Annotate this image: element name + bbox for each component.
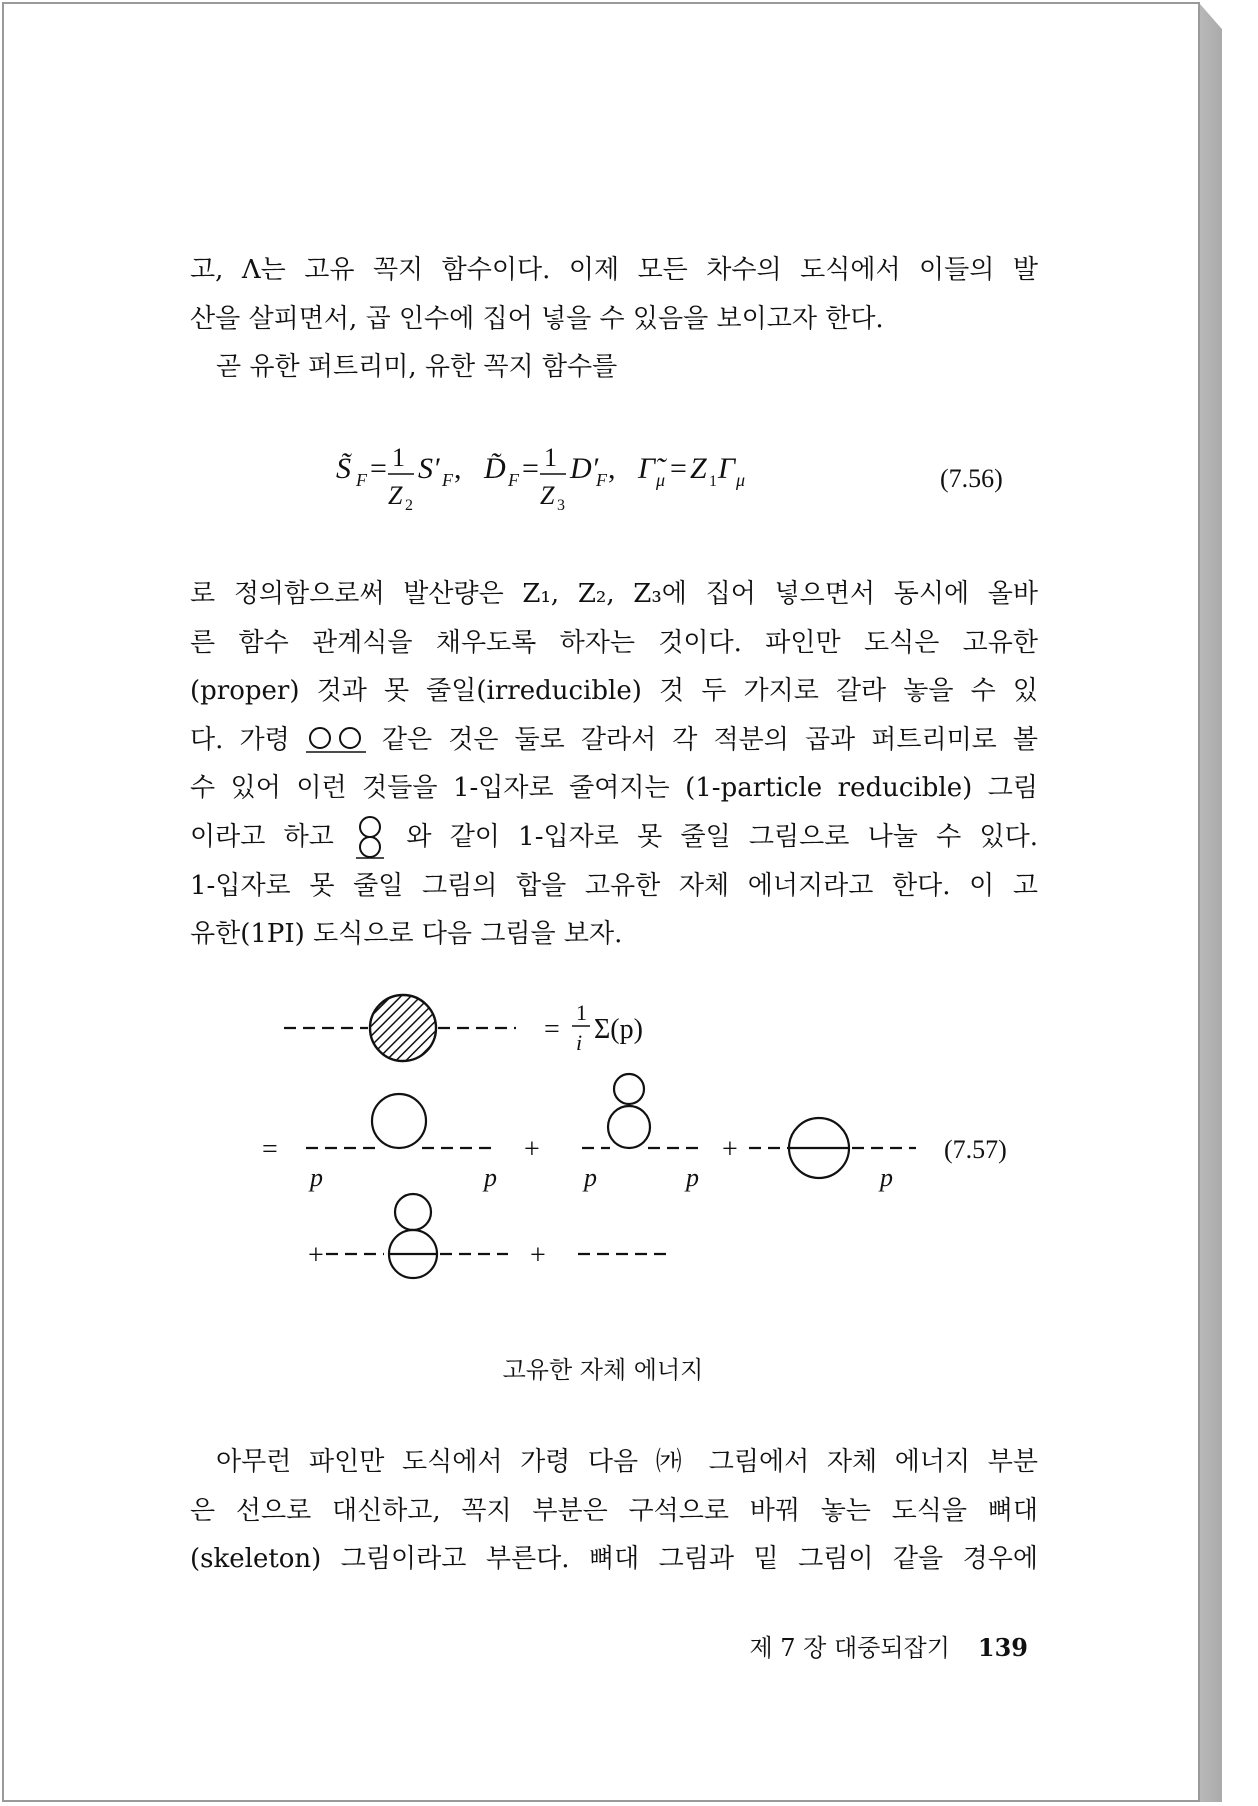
reducible-diagram-icon	[306, 724, 366, 758]
paragraph-3	[190, 1438, 1038, 1584]
eq-z: Z	[540, 481, 555, 510]
fig-plus: +	[524, 1134, 540, 1165]
page-footer	[749, 1628, 1028, 1663]
figure-7-57	[254, 964, 1034, 1294]
eq-equals: =	[670, 452, 687, 485]
momentum-label: p	[584, 1163, 597, 1192]
book-page	[2, 2, 1200, 1802]
text-line: (proper) 것과 못 줄일(irreducible) 것 두 가지로 갈라 놓을 수 있	[190, 676, 1038, 706]
text-line: 1-입자로 못 줄일 그림의 합을 고유한 자체 에너지라고 한다. 이 고	[190, 870, 1038, 901]
eq-sub-f: F	[508, 470, 519, 490]
text-line: 유한(1PI) 도식으로 다음 그림을 보자.	[190, 919, 623, 949]
eq-sub: 1	[709, 473, 717, 490]
text-line: 은 선으로 대신하고, 꼭지 부분은 구석으로 바꿔 놓는 도식을 뼈대	[190, 1495, 1038, 1526]
eq-d-tilde: D̃	[484, 452, 506, 485]
self-energy-blob	[370, 995, 436, 1061]
momentum-label: p	[686, 1163, 699, 1192]
text-line	[190, 716, 1038, 765]
eq-sub-f: F	[356, 470, 367, 490]
figure-caption: 고유한 자체 에너지	[502, 1356, 704, 1384]
eq-sub-mu: μ	[736, 470, 746, 490]
irreducible-diagram-icon	[352, 814, 388, 862]
eq-z: Z	[690, 452, 707, 485]
eq-sub: 2	[405, 497, 413, 514]
fig-sigma: Σ(p)	[594, 1014, 643, 1045]
eq-comma: ,	[608, 452, 616, 485]
fig-equals: =	[544, 1014, 560, 1045]
eq-s-tilde: S̃	[336, 452, 351, 485]
equation-number: (7.57)	[944, 1135, 1007, 1164]
page-edge-shadow	[1200, 4, 1240, 1802]
eq-sub-mu: μ	[656, 470, 666, 490]
fig-equals: =	[262, 1134, 278, 1165]
text-line	[190, 813, 1038, 862]
eq-gamma-tilde: Γ̃	[638, 452, 656, 485]
tadpole-loop	[372, 1094, 426, 1148]
text-line: 곧 유한 퍼트리미, 유한 꼭지 함수를	[216, 352, 618, 382]
momentum-label: p	[880, 1163, 893, 1192]
text-fragment: 같은 것은 둘로 갈라서 각 적분의 곱과 퍼트리미로 볼	[381, 724, 1039, 755]
chapter-title: 제 7 장 대중되잡기	[749, 1634, 950, 1662]
top-loop	[395, 1194, 431, 1230]
text-fragment: 와 같이 1-입자로 못 줄일 그림으로 나눌 수 있다.	[406, 821, 1038, 852]
page-number: 139	[977, 1633, 1028, 1662]
momentum-label: p	[310, 1163, 323, 1192]
text-line: 고, Λ는 고유 꼭지 함수이다. 이제 모든 차수의 도식에서 이들의 발	[190, 255, 1038, 285]
paragraph-2	[190, 570, 1038, 959]
text-line: (skeleton) 그림이라고 부른다. 뼈대 그림과 밑 그림이 같을 경우에	[190, 1544, 1038, 1574]
text-line: 아무런 파인만 도식에서 가령 다음 ㈎ 그림에서 자체 에너지 부분	[216, 1447, 1038, 1477]
eq-sub-f: F	[596, 470, 607, 490]
equation-number: (7.56)	[940, 464, 1003, 493]
eq-s-prime: S′	[418, 452, 440, 485]
eq-comma: ,	[454, 452, 462, 485]
eq-sub-f: F	[442, 470, 453, 490]
eq-equals: =	[522, 452, 539, 485]
paragraph-1	[190, 246, 1038, 392]
text-line: 수 있어 이런 것들을 1-입자로 줄여지는 (1-particle reducible) 그림	[190, 773, 1038, 803]
text-line: 산을 살피면서, 곱 인수에 집어 넣을 수 있음을 보이고자 한다.	[190, 303, 884, 334]
eq-one: 1	[544, 443, 557, 472]
eq-d-prime: D′	[570, 452, 599, 485]
text-fragment: 다. 가령	[190, 724, 290, 755]
fig-i: i	[576, 1030, 583, 1055]
momentum-label: p	[484, 1163, 497, 1192]
eq-equals: =	[370, 452, 387, 485]
eq-z: Z	[388, 481, 403, 510]
loop-upper	[614, 1074, 644, 1104]
eq-sub: 3	[557, 497, 565, 514]
fig-plus: +	[308, 1240, 324, 1271]
fig-plus: +	[722, 1134, 738, 1165]
fig-one: 1	[576, 1000, 587, 1025]
text-line: 른 함수 관계식을 채우도록 하자는 것이다. 파인만 도식은 고유한	[190, 627, 1038, 658]
text-fragment: 이라고 하고	[190, 821, 334, 852]
fig-plus: +	[530, 1240, 546, 1271]
text-line: 로 정의함으로써 발산량은 Z₁, Z₂, Z₃에 집어 넣으면서 동시에 올바	[190, 579, 1038, 609]
equation-7-56	[334, 434, 854, 514]
eq-gamma: Γ	[718, 452, 736, 485]
loop-lower	[608, 1106, 650, 1148]
eq-one: 1	[392, 443, 405, 472]
